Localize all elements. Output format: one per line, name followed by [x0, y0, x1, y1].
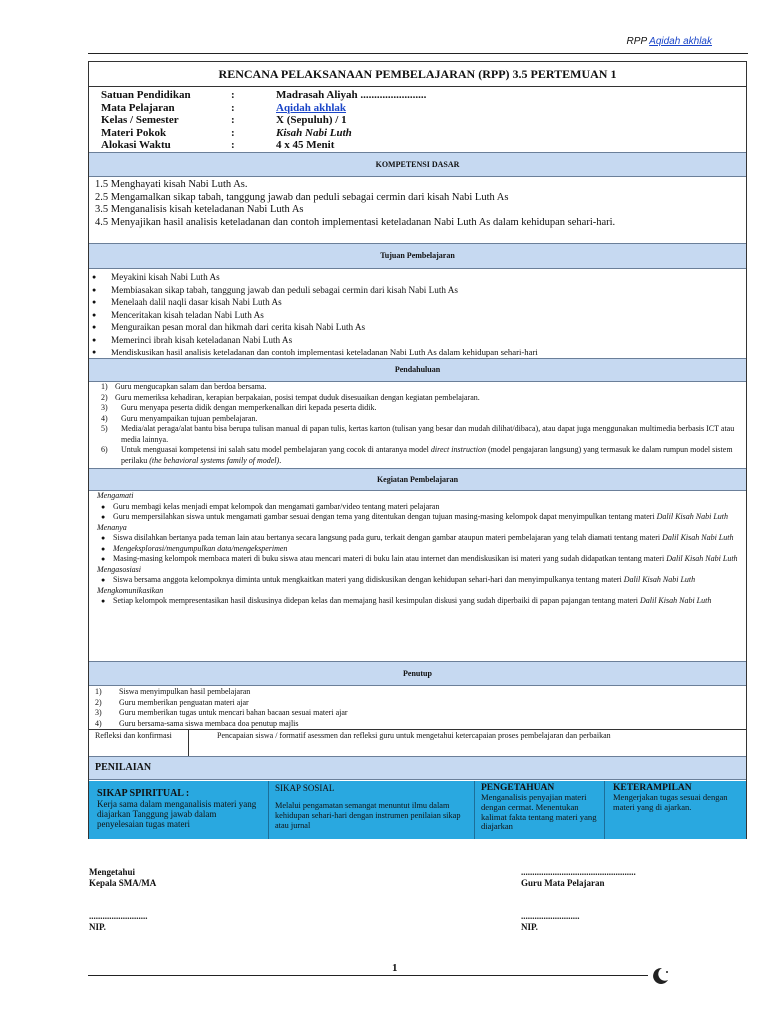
item-text: Siswa bersama anggota kelompoknya diminta untuk mengkaitkan materi yang didiskusikan dengan kehidupan sehari-hari dan menyimpulkanya tentang materi — [113, 575, 622, 584]
identity-label: Satuan Pendidikan — [101, 89, 191, 101]
tujuan-list — [89, 271, 746, 359]
identity-label: Materi Pokok — [101, 126, 167, 139]
item-text-italic: Dalil Kisah Nabi Luth — [639, 596, 712, 605]
header-prefix: RPP — [626, 36, 647, 47]
item-text-italic: Mengeksplorasi/mengumpulkan data/mengeksperimen — [113, 543, 288, 553]
penilaian-title: PENGETAHUAN — [481, 783, 555, 793]
penutup-list — [89, 687, 746, 729]
signature-left — [89, 867, 156, 933]
item-number: 2) — [101, 392, 108, 402]
section-heading: Pendahuluan — [394, 365, 441, 374]
item-text — [121, 445, 740, 466]
identity-row — [101, 89, 426, 102]
crescent-ornament-icon — [650, 966, 672, 986]
item-text: Guru mengucapkan salam dan berdoa bersama. — [115, 382, 267, 391]
penutup-item — [95, 708, 746, 719]
title-divider — [89, 86, 746, 87]
penutup-item — [95, 719, 746, 730]
identity-colon: : — [231, 101, 235, 114]
penutup-item — [95, 698, 746, 709]
kegiatan-item — [89, 544, 740, 555]
tujuan-item: ● Memerinci ibrah kisah keteladanan Nabi Luth As — [89, 334, 742, 347]
kegiatan-item — [89, 575, 740, 586]
section-heading: Penutup — [403, 669, 432, 678]
identity-value: Kisah Nabi Luth — [276, 126, 352, 139]
item-text: Masing-masing kelompok membaca materi di buku siswa atau mencari materi di buku lain atau internet dan mendiskusikan isi materi yang sudah didapatkan tentang materi — [113, 554, 665, 563]
kd-item: 3.5 Menganalisis kisah keteladanan Nabi Luth As — [95, 204, 304, 215]
pendahuluan-item — [101, 424, 740, 445]
penilaian-pengetahuan-cell — [475, 781, 605, 839]
identity-label: Kelas / Semester — [101, 114, 179, 126]
kd-item: 4.5 Menyajikan hasil analisis keteladanan dan contoh implementasi keteladanan Nabi Luth As dalam kehidupan sehari-hari. — [95, 216, 616, 228]
tujuan-item: ● Menceritakan kisah teladan Nabi Luth As — [89, 309, 742, 322]
item-text: Guru bersama-sama siswa membaca doa penutup majlis — [119, 718, 299, 728]
item-number: 3) — [95, 708, 102, 717]
kegiatan-body — [89, 491, 746, 607]
penilaian-text: Melalui pengamatan semangat menuntut ilmu dalam kehidupan sehari-hari dengan instrumen penilaian sikap atau jurnal — [275, 801, 461, 830]
item-text: Guru memberikan penguatan materi ajar — [119, 697, 249, 707]
item-text: Guru menyapa peserta didik dengan memperkenalkan diri kepada peserta didik. — [121, 403, 377, 412]
kegiatan-subheading: Mengasosiasi — [97, 564, 141, 574]
pendahuluan-item — [101, 445, 740, 466]
header-subject-link[interactable]: Aqidah akhlak — [649, 36, 712, 47]
signature-title: Guru Mata Pelajaran — [521, 878, 605, 888]
signature-nip: NIP. — [521, 922, 538, 932]
item-text-italic: Dalil Kisah Nabi Luth — [662, 533, 734, 542]
refleksi-text-cell — [189, 729, 746, 756]
item-number: 5) — [101, 424, 108, 433]
identity-value-link[interactable]: Aqidah akhlak — [276, 101, 347, 114]
tujuan-item: ● Menelaah dalil naqli dasar kisah Nabi Luth As — [89, 296, 742, 309]
refleksi-label: Refleksi dan konfirmasi — [95, 731, 172, 740]
identity-value: 4 x 45 Menit — [276, 139, 335, 151]
kd-item: 2.5 Mengamalkan sikap tabah, tanggung jawab dan peduli sebagai cermin dari kisah Nabi Luth As — [95, 191, 509, 203]
signature-title: Kepala SMA/MA — [89, 878, 157, 888]
kegiatan-subheading: Menanya — [97, 522, 127, 532]
pendahuluan-item — [101, 382, 740, 393]
signature-line: Mengetahui — [89, 867, 135, 877]
identity-colon: : — [231, 126, 235, 139]
pendahuluan-item — [101, 403, 740, 414]
item-text-part: . — [279, 455, 282, 465]
running-header — [627, 36, 712, 47]
item-text-italic: Dalil Kisah Nabi Luth — [666, 554, 738, 563]
penilaian-title: SIKAP SPIRITUAL : — [97, 788, 190, 799]
item-text: Guru membagi kelas menjadi empat kelompok dan mengamati gambar/video tentang materi pelajaran — [113, 501, 440, 511]
section-band-kd — [89, 152, 746, 177]
kd-item: 1.5 Menghayati kisah Nabi Luth As. — [95, 179, 248, 190]
penilaian-spiritual-cell — [89, 781, 269, 839]
pendahuluan-item — [101, 393, 740, 404]
identity-row — [101, 127, 352, 140]
identity-row — [101, 139, 334, 152]
section-heading: Tujuan Pembelajaran — [380, 251, 455, 260]
identity-value: X (Sepuluh) / 1 — [276, 114, 347, 126]
kd-list — [89, 179, 746, 229]
signature-right — [521, 867, 636, 933]
identity-row — [101, 114, 347, 127]
penilaian-text: Mengerjakan tugas sesuai dengan materi yang di ajarkan. — [613, 792, 728, 812]
item-text-italic: (the behavioral systems family of model) — [149, 455, 280, 465]
kegiatan-subheading: Mengkomunikasikan — [97, 585, 164, 595]
penilaian-text: Kerja sama dalam menganalisis materi yang diajarkan Tanggung jawab dalam penyelesaian tugas materi — [97, 799, 257, 829]
section-band-tujuan — [89, 243, 746, 269]
identity-label: Mata Pelajaran — [101, 101, 175, 114]
item-text: Guru memeriksa kehadiran, kerapian berpakaian, posisi tempat duduk disesuaikan dengan kegiatan pembelajaran. — [115, 392, 480, 402]
identity-label: Alokasi Waktu — [101, 139, 171, 151]
penilaian-title: KETERAMPILAN — [613, 783, 692, 793]
item-text-part: Untuk menguasai kompetensi ini salah satu model pembelajaran yang cocok di antaranya model — [121, 445, 429, 454]
pendahuluan-list — [89, 382, 746, 466]
section-heading: Kegiatan Pembelajaran — [376, 475, 459, 484]
item-text: Guru menyampaikan tujuan pembelajaran. — [121, 413, 258, 423]
identity-colon: : — [231, 114, 235, 126]
identity-row — [101, 102, 346, 115]
kegiatan-item — [89, 502, 740, 513]
section-band-pendahuluan — [89, 358, 746, 382]
item-text: Media/alat peraga/alat bantu bisa berupa tulisan manual di papan tulis, kertas karton (tulisan yang besar dan mudah dilihat/dibaca), atau dapat juga menggunakan multimedia berbasis ICT atau media lainnya. — [121, 424, 735, 444]
item-text: Guru memberikan tugas untuk mencari bahan bacaan sesuai materi ajar — [119, 708, 348, 717]
item-number: 1) — [95, 687, 102, 696]
refleksi-label-cell — [89, 729, 189, 756]
item-text: Setiap kelompok mempresentasikan hasil diskusinya didepan kelas dan memajang hasil kesimpulan diskusi yang sudah diperbaiki di papan pajangan tentang materi — [113, 596, 638, 605]
penilaian-keterampilan-cell — [605, 781, 746, 839]
signature-nip: NIP. — [89, 922, 106, 932]
section-heading: KOMPETENSI DASAR — [375, 160, 460, 169]
kegiatan-item — [89, 596, 740, 607]
tujuan-item: ● Menguraikan pesan moral dan hikmah dari cerita kisah Nabi Luth As — [89, 321, 742, 334]
document-title: RENCANA PELAKSANAAN PEMBELAJARAN (RPP) 3.5 PERTEMUAN 1 — [218, 67, 617, 81]
item-text-italic: direct instruction — [430, 445, 486, 454]
penilaian-text: Menganalisis penyajian materi dengan cermat. Menentukan kalimat fakta tentang materi yang diajarkan — [481, 792, 597, 832]
tujuan-item: ● Membiasakan sikap tabah, tanggung jawab dan peduli sebagai cermin dari kisah Nabi Luth As — [89, 284, 742, 297]
header-rule — [88, 53, 748, 54]
signature-blank: .......................... — [521, 911, 580, 921]
item-text: Siswa menyimpulkan hasil pembelajaran — [119, 687, 251, 696]
penilaian-sosial-cell — [269, 781, 475, 839]
item-number: 2) — [95, 697, 102, 707]
footer-rule — [88, 975, 648, 976]
item-text-italic: Dalil Kisah Nabi Luth — [656, 512, 728, 521]
pendahuluan-item — [101, 414, 740, 425]
kegiatan-subheading: Mengamati — [97, 491, 134, 500]
penutup-item — [95, 687, 746, 698]
item-number: 6) — [101, 445, 108, 454]
signature-blank: .......................... — [89, 911, 148, 921]
kegiatan-item — [89, 512, 740, 523]
tujuan-item: ● Mendiskusikan hasil analisis keteladanan dan contoh implementasi keteladanan Nabi Luth As dalam kehidupan sehari-hari — [89, 346, 742, 359]
item-text-italic: Dalil Kisah Nabi Luth — [623, 575, 696, 584]
identity-colon: : — [231, 89, 235, 101]
refleksi-text: Pencapaian siswa / formatif asessmen dan refleksi guru untuk mengetahui ketercapaian proses pembelajaran dan perbaikan — [217, 731, 611, 740]
section-band-kegiatan — [89, 468, 746, 491]
item-text: Siswa disilahkan bertanya pada teman lain atau bertanya secara langsung pada guru, terkait dengan gambar ataupun materi pembelajaran yang telah diamati tentang materi — [113, 533, 661, 542]
section-band-penilaian — [89, 756, 746, 780]
item-text: Guru mempersilahkan siswa untuk mengamati gambar sesuai dengan tema yang ditentukan dengan tujuan masing-masing kelompok dapat menyimpulkan tentang materi — [113, 512, 655, 521]
kegiatan-item — [89, 533, 740, 544]
item-number: 1) — [101, 382, 108, 391]
kegiatan-item — [89, 554, 740, 565]
item-number: 4) — [101, 413, 108, 423]
item-number: 3) — [101, 403, 108, 412]
item-text-part: (model pengajaran langsung) yang termasuk ke dalam rumpun model sistem perilaku — [121, 445, 733, 465]
rpp-table — [88, 61, 747, 839]
item-number: 4) — [95, 718, 102, 728]
section-band-penutup — [89, 661, 746, 686]
identity-value: Madrasah Aliyah ........................ — [276, 89, 427, 101]
page-number: 1 — [392, 962, 398, 974]
section-heading: PENILAIAN — [95, 762, 152, 773]
penilaian-title: SIKAP SOSIAL — [275, 783, 335, 793]
signature-blank: ................................................... — [521, 867, 636, 877]
identity-colon: : — [231, 139, 235, 151]
tujuan-item: ● Meyakini kisah Nabi Luth As — [89, 271, 742, 284]
